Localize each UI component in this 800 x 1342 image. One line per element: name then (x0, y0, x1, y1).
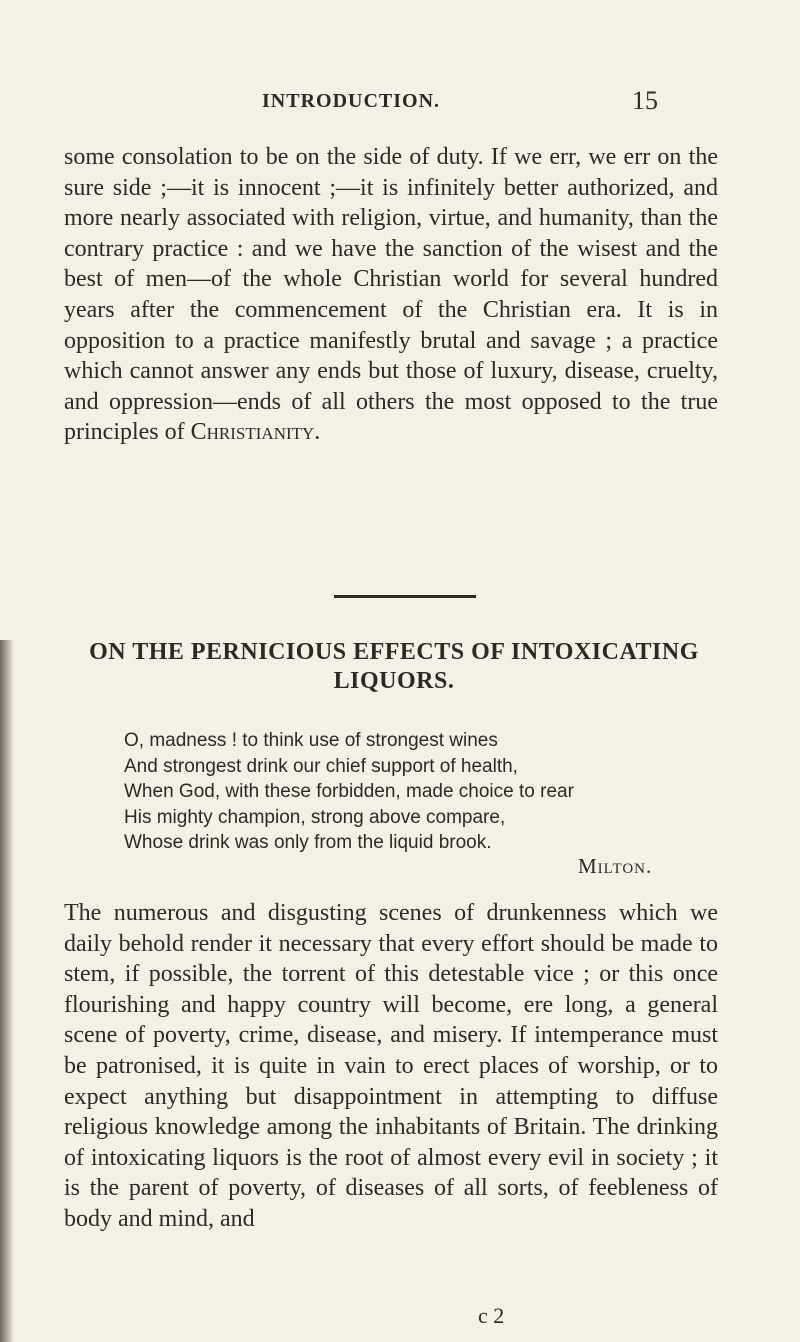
section-divider (334, 595, 476, 598)
poem-line: His mighty champion, strong above compare, (124, 806, 506, 828)
page-number: 15 (632, 86, 658, 115)
poem-line: Whose drink was only from the liquid brook. (124, 832, 492, 853)
poem-line: And strongest drink our chief support of health, (124, 755, 518, 777)
running-head: INTRODUCTION. (262, 90, 441, 112)
paragraph-text: some consolation to be on the side of duty. If we err, we err on the sure side ;—it is innocent ;—it is infinitely better authorized, and more nearly associated with religion, virtue, and humanity, than the contrary practice : and we have the sanction of the wisest and the best of men—of the whole Christian world for several hundred years after the commencement of the Christian era. It is in opposition to a practice manifestly brutal and savage ; a practice which cannot answer any ends but those of luxury, disease, cruelty, and oppression—ends of all others the most opposed to the true principles of (64, 144, 718, 446)
paragraph-drunkenness: The numerous and disgusting scenes of drunkenness which we daily behold render it necessary that every effort should be made to stem, if possible, the torrent of this detestable vice ; or this once flourishing and happy country will become, ere long, a general scene of poverty, crime, disease, and misery. If intemperance must be patronised, it is quite in vain to erect places of worship, or to expect anything but disappointment in attempting to diffuse religious knowledge among the inhabitants of Britain. The drinking of intoxicating liquors is the root of almost every evil in society ; it is the parent of poverty, of diseases of all sorts, of feebleness of body and mind, and (64, 900, 718, 1232)
epigraph-poem (124, 728, 724, 856)
poem-line: When God, with these forbidden, made choice to rear (124, 781, 574, 802)
christianity-smallcaps: Christianity. (190, 419, 321, 446)
poem-attribution: Milton. (578, 854, 653, 878)
page-header (0, 86, 800, 116)
poem-line: O, madness ! to think use of strongest wines (124, 730, 498, 751)
binding-shadow (0, 640, 14, 1342)
section-title: ON THE PERNICIOUS EFFECTS OF INTOXICATING LIQUORS. (89, 639, 699, 694)
paragraph-continuation (64, 142, 718, 448)
signature-mark: c 2 (478, 1303, 505, 1328)
